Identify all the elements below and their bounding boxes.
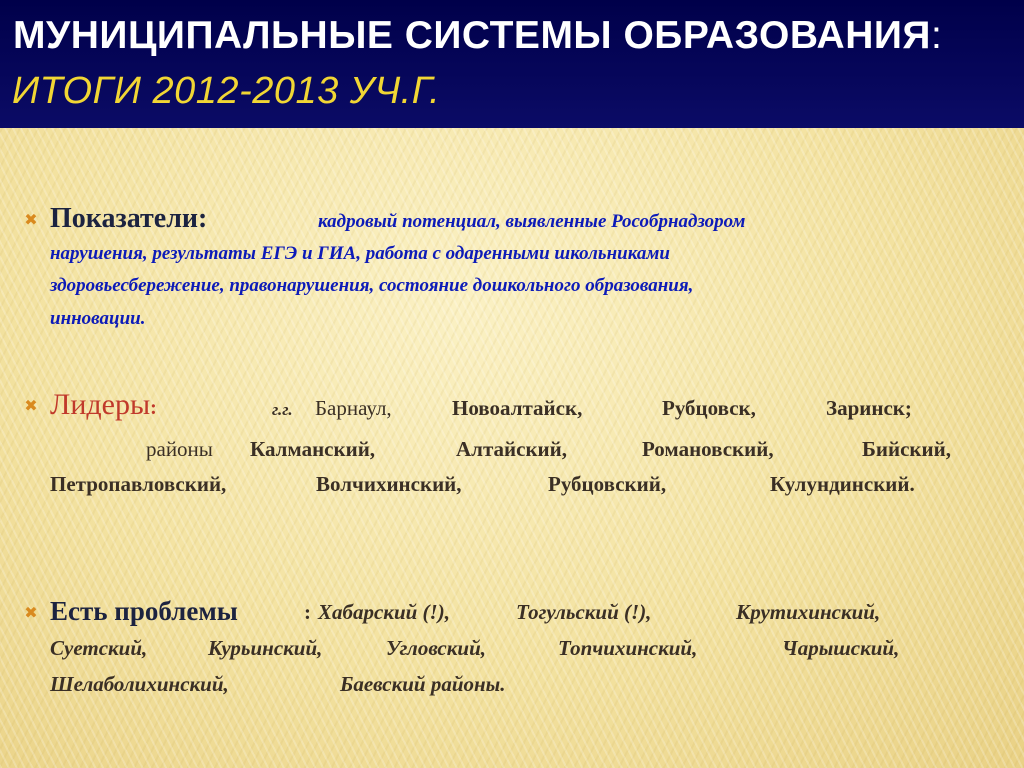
district-item: Волчихинский, (316, 472, 462, 496)
city-item: Новоалтайск, (452, 396, 583, 420)
problem-district: Баевский районы. (340, 672, 506, 696)
x-mark-icon: ✖ (24, 210, 38, 229)
indicators-line-4: инновации. (50, 308, 146, 329)
slide-title-text: МУНИЦИПАЛЬНЫЕ СИСТЕМЫ ОБРАЗОВАНИЯ (13, 14, 931, 57)
leaders-label-colon: : (150, 397, 157, 419)
city-item: Барнаул, (315, 396, 392, 420)
district-item: Алтайский, (456, 437, 567, 461)
problem-district: Топчихинский, (558, 636, 698, 660)
problem-district: Крутихинский, (736, 600, 881, 624)
problem-district: Хабарский (!), (318, 600, 450, 624)
city-item: Рубцовск, (662, 396, 756, 420)
problem-district: Угловский, (386, 636, 486, 660)
district-item: Петропавловский, (50, 472, 227, 496)
slide-title (13, 14, 942, 58)
problem-district: Курьинский, (208, 636, 323, 660)
problem-district: Тогульский (!), (516, 600, 652, 624)
indicators-line-2: нарушения, результаты ЕГЭ и ГИА, работа с одаренными школьниками (50, 243, 670, 264)
districts-prefix: районы (146, 437, 213, 461)
indicators-line-1: кадровый потенциал, выявленные Рособрнадзором (318, 211, 746, 232)
district-item: Калманский, (250, 437, 376, 461)
district-item: Кулундинский. (770, 472, 915, 496)
slide-title-colon: : (930, 14, 943, 57)
problems-colon: : (304, 600, 311, 624)
problem-district: Суетский, (50, 636, 148, 660)
problems-label: Есть проблемы (50, 596, 238, 626)
slide-subtitle: ИТОГИ 2012-2013 УЧ.Г. (12, 70, 441, 112)
x-mark-icon: ✖ (24, 396, 38, 415)
district-item: Романовский, (642, 437, 774, 461)
indicators-label: Показатели: (50, 203, 208, 234)
city-item: Заринск; (826, 396, 912, 420)
indicators-line-3: здоровьесбережение, правонарушения, состояние дошкольного образования, (50, 275, 694, 296)
district-item: Рубцовский, (548, 472, 667, 496)
district-item: Бийский, (862, 437, 951, 461)
x-mark-icon: ✖ (24, 603, 38, 622)
cities-prefix: г.г. (272, 400, 293, 419)
problem-district: Шелаболихинский, (50, 672, 229, 696)
leaders-label (50, 388, 157, 422)
problem-district: Чарышский, (782, 636, 900, 660)
leaders-label-text: Лидеры (50, 388, 151, 421)
slide-header (0, 0, 1024, 128)
